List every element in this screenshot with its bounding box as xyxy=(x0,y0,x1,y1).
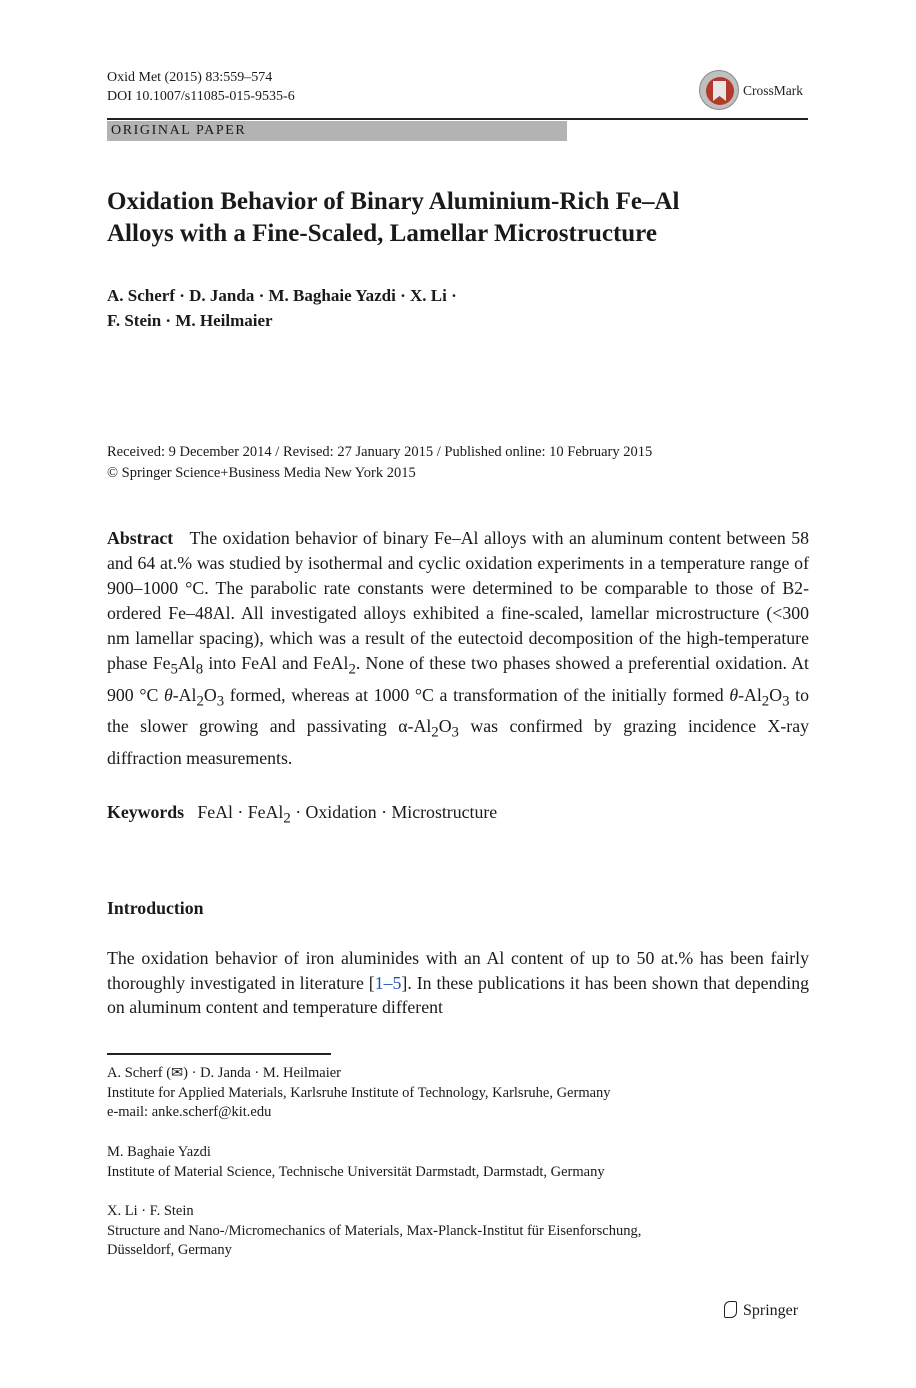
theta-symbol: θ xyxy=(729,684,739,705)
affiliation-institute: Institute for Applied Materials, Karlsruhe Institute of Technology, Karlsruhe, Germany xyxy=(107,1084,611,1101)
keywords-label: Keywords xyxy=(107,802,185,822)
subscript: 2 xyxy=(348,661,356,678)
springer-horse-icon xyxy=(724,1301,737,1318)
doi-line: DOI 10.1007/s11085-015-9535-6 xyxy=(107,89,295,104)
affiliation-3 xyxy=(107,1202,827,1261)
publication-dates xyxy=(107,442,827,483)
keywords xyxy=(107,800,807,832)
affiliation-location: Düsseldorf, Germany xyxy=(107,1242,232,1258)
subscript: 2 xyxy=(196,693,204,710)
crossmark-label: CrossMark xyxy=(743,83,803,98)
abstract-text: . None of these two phases showed a preferential oxidation. At 900 °C xyxy=(107,653,809,705)
footnote-rule xyxy=(107,1053,331,1055)
publisher-logo xyxy=(724,1300,798,1322)
subscript: 3 xyxy=(451,724,459,741)
header-rule xyxy=(107,118,808,120)
intro-paragraph xyxy=(107,946,809,1020)
abstract-label: Abstract xyxy=(107,528,174,548)
affiliation-institute: Structure and Nano-/Micromechanics of Materials, Max-Planck-Institut für Eisenforschung, xyxy=(107,1222,642,1239)
keywords-text: FeAl · FeAl xyxy=(197,802,284,822)
abstract-text: O xyxy=(438,716,452,737)
affiliation-authors: M. Baghaie Yazdi xyxy=(107,1144,211,1160)
crossmark-badge[interactable] xyxy=(699,70,811,114)
keywords-text: · Oxidation · Microstructure xyxy=(290,802,498,822)
subscript: 8 xyxy=(195,661,204,678)
subscript: 2 xyxy=(431,724,439,741)
intro-text: The oxidation behavior of iron aluminides with an Al content of up to 50 at.% has been fairly thoroughly investigated in literature [ xyxy=(107,948,809,993)
subscript: 3 xyxy=(216,693,225,710)
abstract-text: formed, whereas at 1000 °C a transformation of the initially formed xyxy=(224,684,730,705)
abstract-text: The oxidation behavior of binary Fe–Al alloys with an aluminum content between 58 and 64 at.% was studied by isothermal and cyclic oxidation experiments in a temperature range of 900–1000 °C. The parabolic rate constants were determined to be comparable to those of B2-ordered Fe–48Al. All investigated alloys exhibited a fine-scaled, lamellar microstructure (<300 nm lamellar spacing), which was a result of the eutectoid decomposition of the high-temperature phase Fe xyxy=(107,528,809,673)
abstract-text: Al xyxy=(177,653,196,673)
abstract-text: into FeAl and FeAl xyxy=(203,653,349,673)
affiliation-2 xyxy=(107,1143,827,1182)
abstract-text: -Al xyxy=(738,684,762,705)
title-line-2: Alloys with a Fine-Scaled, Lamellar Microstructure xyxy=(107,220,657,247)
abstract-text: was confirmed by grazing incidence X-ray diffraction measurements. xyxy=(107,716,809,768)
abstract-text: O xyxy=(203,684,217,705)
title-line-1: Oxidation Behavior of Binary Aluminium-Rich Fe–Al xyxy=(107,188,680,215)
intro-text: ]. In these publications it has been shown that depending on aluminum content and temperature different xyxy=(107,972,809,1017)
subscript: 2 xyxy=(761,693,770,710)
abstract-text: -Al xyxy=(172,684,197,705)
citation-link[interactable]: 1–5 xyxy=(374,972,402,993)
authors-line-1: A. Scherf · D. Janda · M. Baghaie Yazdi · X. Li · xyxy=(107,286,457,305)
paper-title xyxy=(107,186,807,250)
copyright-line: © Springer Science+Business Media New York 2015 xyxy=(107,464,416,481)
abstract-text: O xyxy=(769,684,783,705)
affiliation-institute: Institute of Material Science, Technische Universität Darmstadt, Darmstadt, Germany xyxy=(107,1163,605,1180)
journal-line: Oxid Met (2015) 83:559–574 xyxy=(107,70,273,85)
subscript: 3 xyxy=(782,693,790,710)
affiliation-email[interactable]: e-mail: anke.scherf@kit.edu xyxy=(107,1104,272,1120)
abstract-text: to the slower growing and passivating α-Al xyxy=(107,684,809,737)
theta-symbol: θ xyxy=(164,684,173,705)
subscript: 2 xyxy=(283,810,291,827)
article-type-banner: ORIGINAL PAPER xyxy=(107,121,567,141)
affiliation-authors: X. Li · F. Stein xyxy=(107,1203,194,1219)
publisher-name: Springer xyxy=(743,1302,799,1319)
section-heading: Introduction xyxy=(107,898,204,918)
abstract xyxy=(107,526,809,771)
subscript: 5 xyxy=(170,661,178,678)
authors-line-2: F. Stein · M. Heilmaier xyxy=(107,310,273,330)
affiliation-authors: A. Scherf (✉) · D. Janda · M. Heilmaier xyxy=(107,1065,342,1081)
journal-citation xyxy=(107,68,295,106)
affiliation-1 xyxy=(107,1064,827,1123)
author-list xyxy=(107,284,807,333)
dates-line: Received: 9 December 2014 / Revised: 27 January 2015 / Published online: 10 February 2015 xyxy=(107,444,653,460)
